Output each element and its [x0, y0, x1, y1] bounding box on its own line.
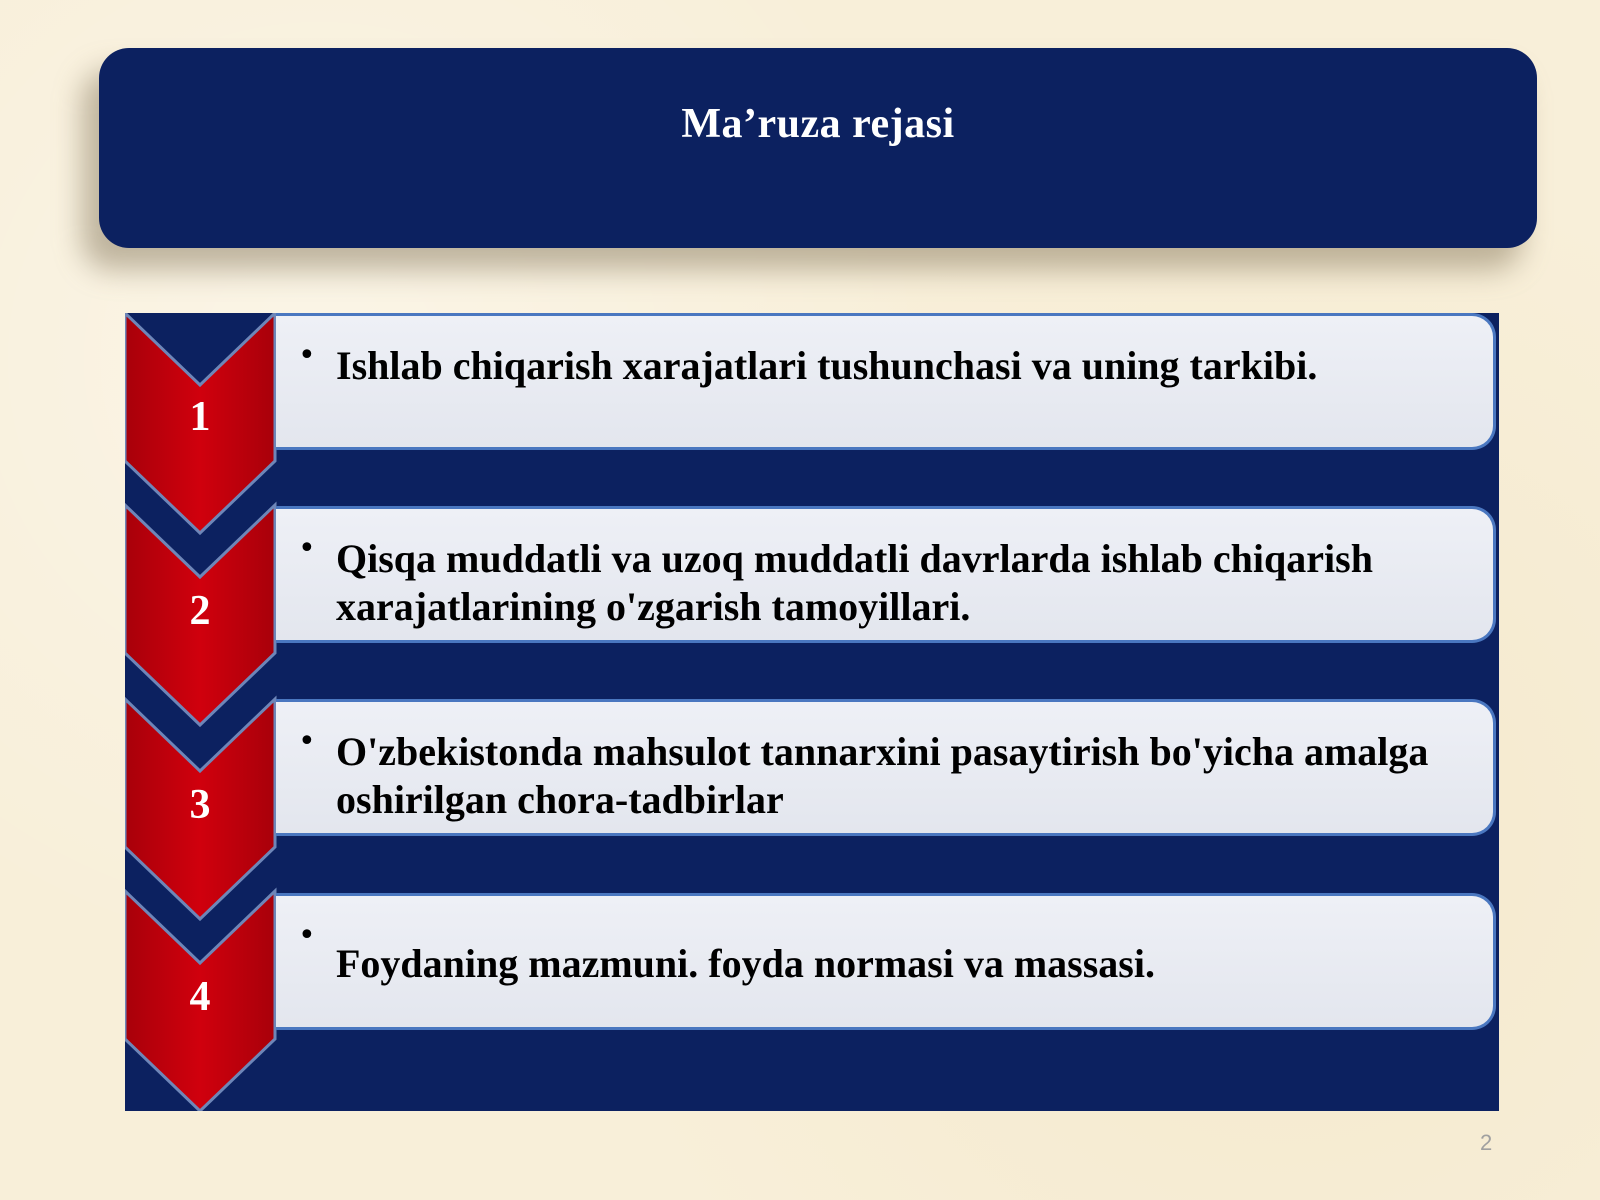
agenda-panel	[125, 313, 1499, 1111]
agenda-item-text-1: Ishlab chiqarish xarajatlari tushunchasi va uning tarkibi.	[336, 343, 1318, 388]
bullet-3: •	[298, 724, 316, 759]
header-banner	[99, 48, 1537, 248]
bullet-4: •	[298, 918, 316, 953]
agenda-item-text-4: Foydaning mazmuni. foyda normasi va massasi.	[336, 941, 1155, 986]
item-number-3: 3	[189, 782, 211, 828]
bullet-1: •	[298, 338, 316, 373]
bullet-2: •	[298, 531, 316, 566]
slide-number: 2	[1480, 1130, 1493, 1155]
page-title: Ma’ruza rejasi	[681, 101, 955, 147]
agenda-item-text-3: O'zbekistonda mahsulot tannarxini pasaytirish bo'yicha amalga oshirilgan chora-tadbirlar	[336, 729, 1429, 822]
agenda-item-3	[276, 699, 1496, 836]
agenda-item-1	[276, 313, 1496, 450]
item-number-2: 2	[189, 588, 211, 634]
agenda-item-2	[276, 506, 1496, 643]
item-number-4: 4	[189, 974, 211, 1020]
agenda-item-4	[276, 893, 1496, 1030]
agenda-item-text-2: Qisqa muddatli va uzoq muddatli davrlarda ishlab chiqarish xarajatlarining o'zgarish tamoyillari.	[336, 536, 1373, 629]
item-number-1: 1	[189, 394, 211, 440]
